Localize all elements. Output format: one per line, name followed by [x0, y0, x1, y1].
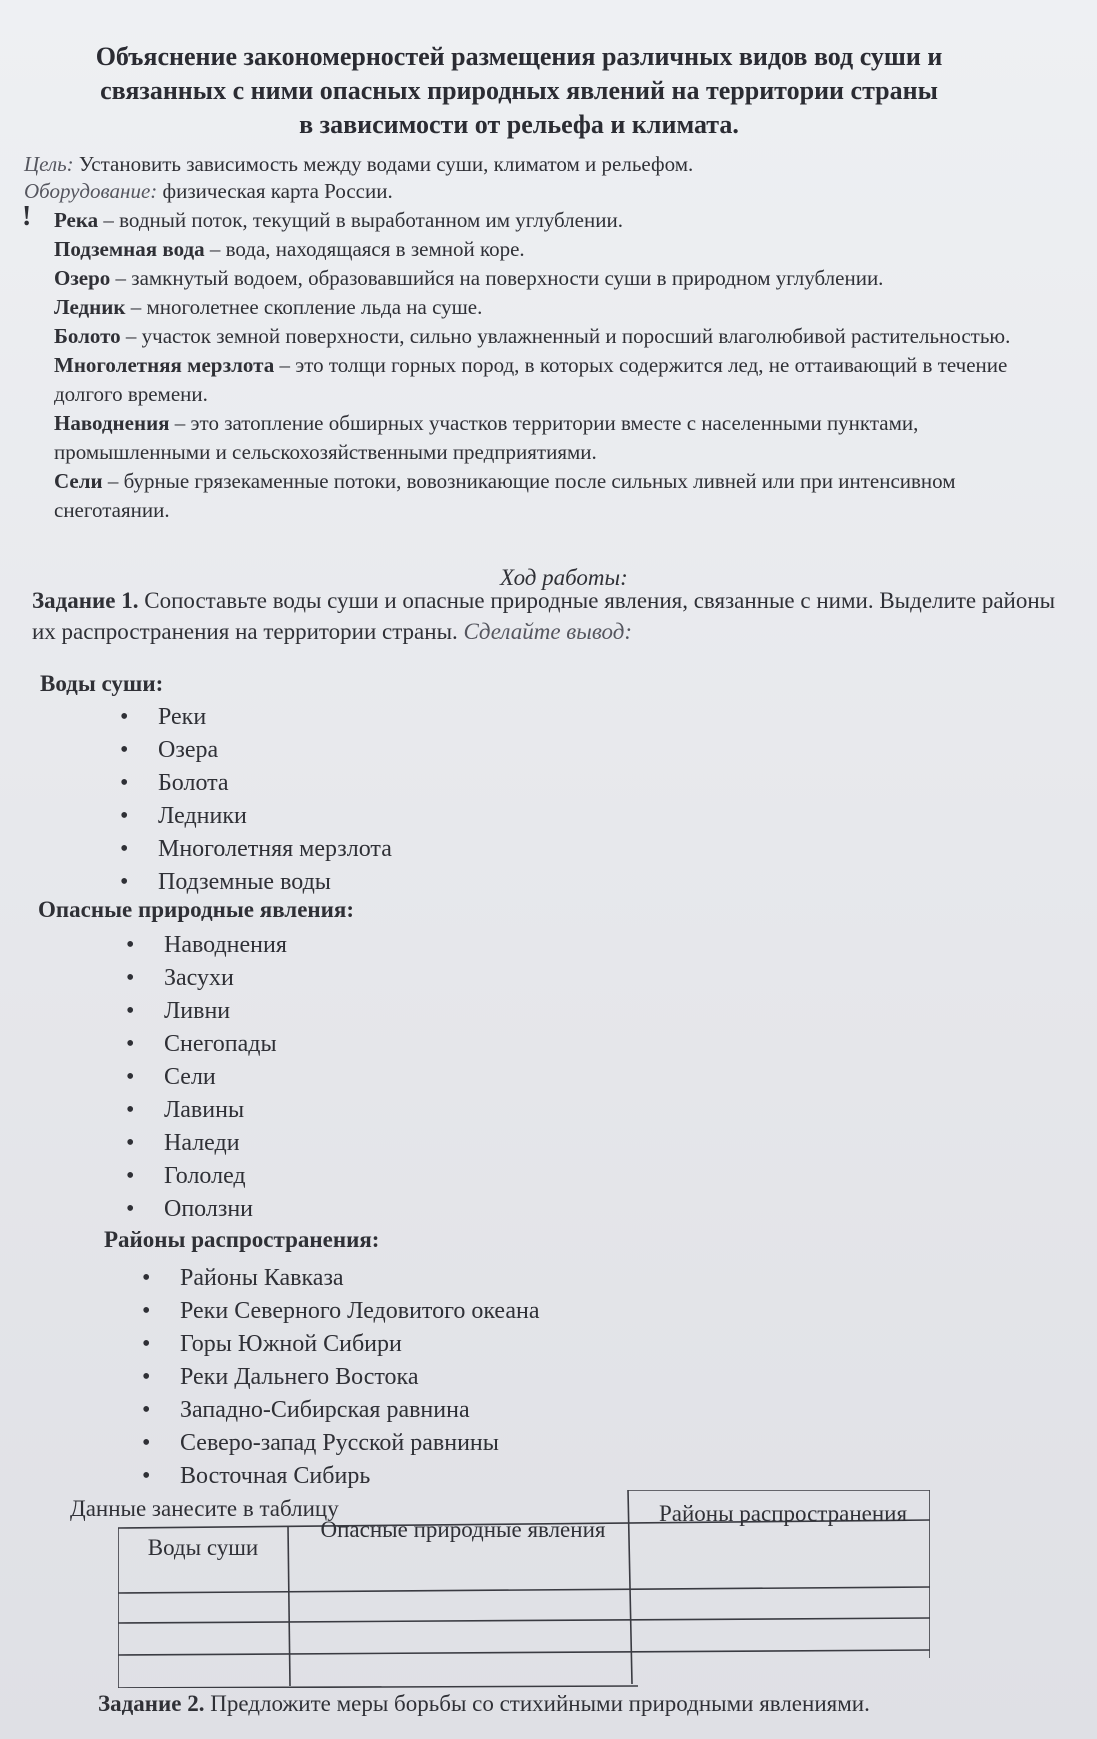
task-2-text: Предложите меры борьбы со стихийными природными явлениями.	[204, 1691, 870, 1716]
regions-list-item: • Районы Кавказа	[142, 1262, 539, 1295]
term-swamp: Болото	[54, 324, 121, 348]
waters-list-item: • Реки	[120, 701, 392, 734]
hazards-list-item: • Оползни	[126, 1193, 287, 1226]
waters-list-item: • Ледники	[120, 800, 392, 833]
table-row-line	[118, 1587, 930, 1593]
term-mudflow: Сели	[54, 469, 103, 493]
data-table	[118, 1490, 930, 1688]
waters-list-item: • Подземные воды	[120, 866, 392, 899]
exclamation-icon: !	[22, 201, 32, 232]
definition-text: – замкнутый водоем, образовавшийся на поверхности суши в природном углублении.	[110, 266, 884, 290]
table-header-waters: Воды суши	[147, 1535, 259, 1560]
definition-text: – бурные грязекаменные потоки, вовозникающие после сильных ливней или при интенсивном снеготаянии.	[54, 469, 956, 522]
hazards-list-item: • Гололед	[126, 1160, 287, 1193]
equipment-line	[24, 178, 393, 204]
page-title	[14, 40, 1024, 142]
hazards-list-item: • Снегопады	[126, 1028, 287, 1061]
definition-swamp	[54, 322, 1024, 351]
definition-text: – водный поток, текущий в выработанном им углублении.	[98, 208, 623, 232]
definition-flood	[54, 409, 1044, 467]
waters-list	[120, 701, 392, 899]
definition-text: – это толщи горных пород, в которых содержится лед, не оттаивающий в течение долгого времени.	[54, 353, 1008, 406]
term-lake: Озеро	[54, 266, 111, 290]
term-groundwater: Подземная вода	[54, 237, 205, 261]
hazards-list-item: • Лавины	[126, 1094, 287, 1127]
task-1-text: Сопоставьте воды суши и опасные природные явления, связанные с ними. Выделите районы их распространения на территории страны.	[32, 588, 1056, 644]
title-line-1: Объяснение закономерностей размещения различных видов вод суши и	[95, 42, 943, 71]
definition-permafrost	[54, 351, 1024, 409]
hazards-list-item: • Ливни	[126, 995, 287, 1028]
term-glacier: Ледник	[54, 295, 126, 319]
task-2-label: Задание 2.	[98, 1691, 205, 1716]
waters-list-item: • Многолетняя мерзлота	[120, 833, 392, 866]
table-header-regions: Районы распространения	[658, 1501, 908, 1526]
waters-list-item: • Болота	[120, 767, 392, 800]
table-row-line	[118, 1618, 930, 1623]
equipment-label: Оборудование:	[24, 179, 158, 203]
hazards-list-item: • Засухи	[126, 962, 287, 995]
table-row-line	[118, 1686, 638, 1688]
term-permafrost: Многолетняя мерзлота	[54, 353, 275, 377]
table-header-hazards: Опасные природные явления	[320, 1517, 606, 1542]
definition-lake	[54, 264, 1097, 293]
equipment-text: физическая карта России.	[157, 179, 393, 203]
table-column-line	[288, 1526, 290, 1686]
regions-list-item: • Северо-запад Русской равнины	[142, 1427, 539, 1460]
table-column-line	[628, 1490, 632, 1684]
hazards-list-item: • Наледи	[126, 1127, 287, 1160]
definition-text: – участок земной поверхности, сильно увлажненный и поросший влаголюбивой растительностью.	[120, 324, 1011, 348]
regions-heading: Районы распространения:	[104, 1227, 380, 1252]
waters-heading: Воды суши:	[40, 671, 164, 696]
task-1-conclusion: Сделайте вывод:	[457, 619, 633, 644]
definition-mudflow	[54, 467, 1054, 525]
task-1	[32, 585, 1062, 647]
definition-river	[54, 206, 1097, 235]
table-caption: Данные занесите в таблицу	[70, 1496, 339, 1521]
regions-list-item: • Реки Дальнего Востока	[142, 1361, 539, 1394]
title-line-2: связанных с ними опасных природных явлений на территории страны	[100, 76, 938, 105]
task-1-label: Задание 1.	[32, 588, 139, 613]
term-flood: Наводнения	[54, 411, 170, 435]
definition-text: – многолетнее скопление льда на суше.	[125, 295, 483, 319]
hazards-list-item: • Сели	[126, 1061, 287, 1094]
regions-list-item: • Восточная Сибирь	[142, 1460, 539, 1493]
hazards-list	[126, 929, 287, 1226]
definition-text: – вода, находящаяся в земной коре.	[204, 237, 525, 261]
work-heading: Ход работы:	[500, 565, 628, 590]
regions-list-item: • Западно-Сибирская равнина	[142, 1394, 539, 1427]
table-row-line	[118, 1650, 930, 1655]
definition-text: – это затопление обширных участков территории вместе с населенными пунктами, промышленными и сельскохозяйственными предприятиями.	[54, 411, 919, 464]
regions-list-item: • Горы Южной Сибири	[142, 1328, 539, 1361]
regions-list-item: • Реки Северного Ледовитого океана	[142, 1295, 539, 1328]
definition-groundwater	[54, 235, 1097, 264]
waters-list-item: • Озера	[120, 734, 392, 767]
hazards-list-item: • Наводнения	[126, 929, 287, 962]
goal-label: Цель:	[24, 152, 74, 176]
definitions-block	[22, 201, 1097, 525]
title-line-3: в зависимости от рельефа и климата.	[299, 110, 739, 139]
definition-glacier	[54, 293, 1097, 322]
hazards-heading: Опасные природные явления:	[38, 897, 355, 922]
goal-line	[24, 151, 693, 177]
regions-list	[142, 1262, 539, 1493]
goal-text: Установить зависимость между водами суши, климатом и рельефом.	[73, 152, 694, 176]
task-2	[98, 1691, 870, 1717]
term-river: Река	[54, 208, 99, 232]
